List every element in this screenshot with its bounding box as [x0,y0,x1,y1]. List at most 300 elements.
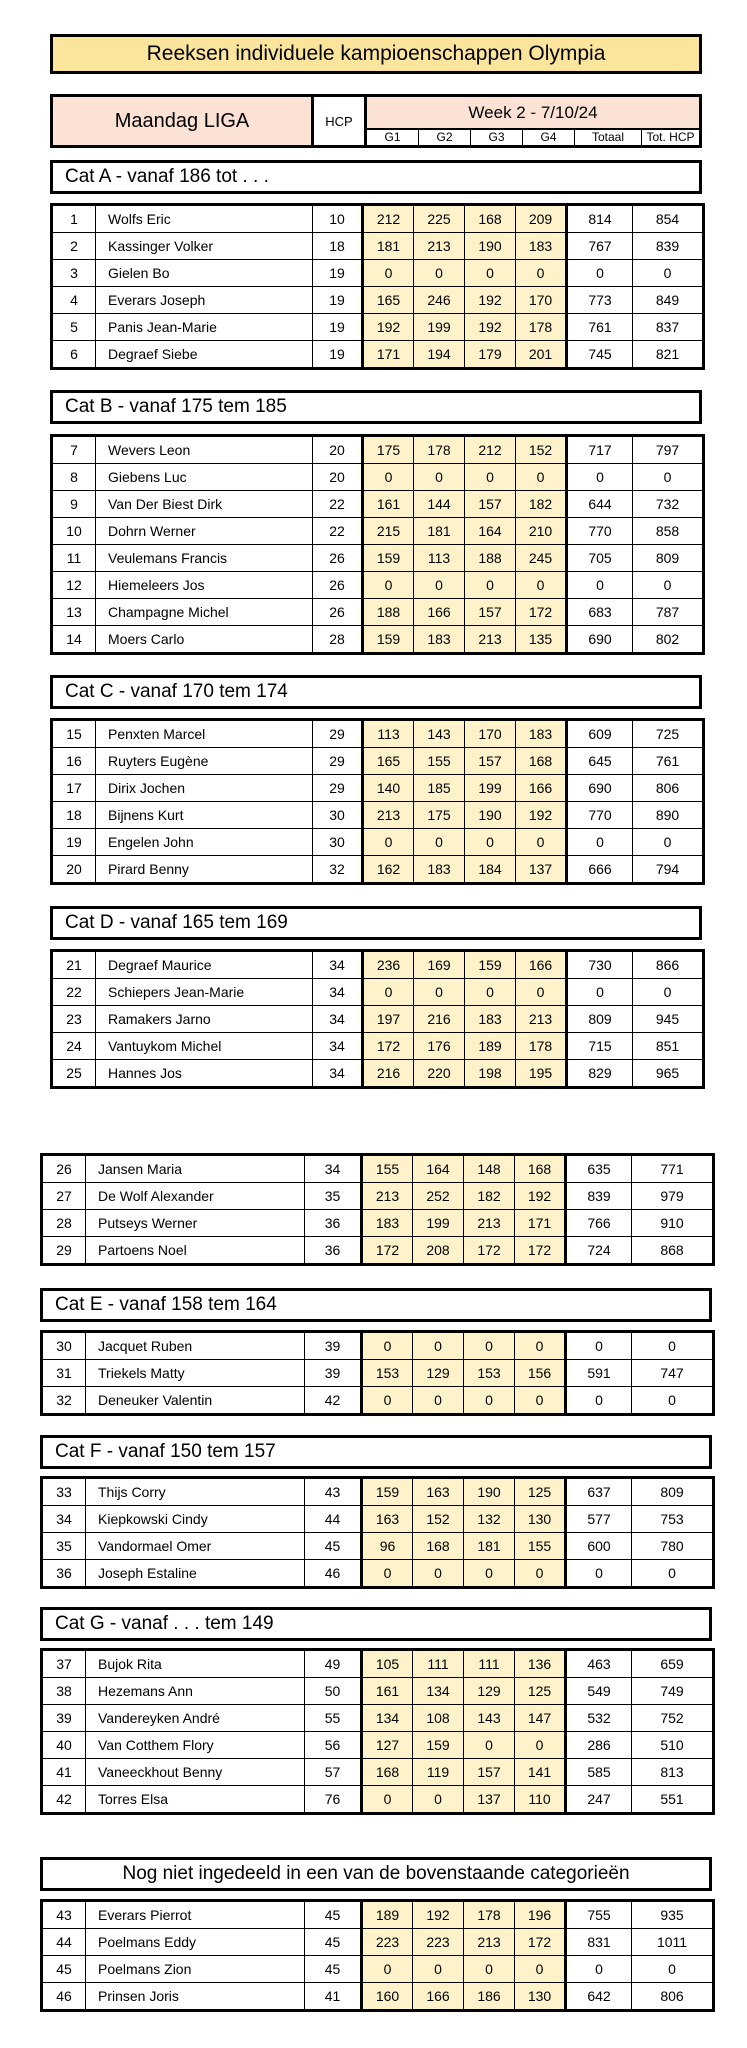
hcp-cell: 34 [313,1006,363,1033]
total-cell: 770 [567,802,633,829]
g3-cell: 190 [465,802,516,829]
g3-cell: 213 [464,1929,515,1956]
total-cell: 642 [566,1983,632,2011]
g1-cell: 215 [363,518,414,545]
table-row [42,1983,714,2011]
name-cell: Triekels Matty [86,1360,305,1387]
rank-cell: 37 [42,1650,86,1678]
g1-cell: 168 [362,1759,413,1786]
hcp-cell: 18 [313,233,363,260]
hcp-cell: 49 [305,1650,362,1678]
total-hcp-cell: 787 [633,599,704,626]
g3-cell: 198 [465,1060,516,1088]
rank-cell: 32 [42,1387,86,1415]
g2-cell: 0 [413,1956,464,1983]
total-hcp-cell: 771 [632,1155,714,1183]
g2-cell: 175 [414,802,465,829]
name-cell: Wolfs Eric [96,205,313,233]
table-row [52,572,704,599]
g3-cell: 184 [465,856,516,884]
total-cell: 0 [567,260,633,287]
g2-cell: 252 [413,1183,464,1210]
total-cell: 715 [567,1033,633,1060]
g3-cell: 170 [465,720,516,748]
g4-cell: 130 [515,1983,566,2011]
rank-cell: 17 [52,775,96,802]
table-row [42,1478,714,1506]
g2-cell: 111 [413,1650,464,1678]
total-hcp-cell: 747 [632,1360,714,1387]
g4-cell: 172 [515,1237,566,1265]
table-row [42,1332,714,1360]
total-hcp-cell: 752 [632,1705,714,1732]
name-cell: Kassinger Volker [96,233,313,260]
total-cell: 247 [566,1786,632,1814]
total-hcp-cell: 780 [632,1533,714,1560]
table-row [52,599,704,626]
name-cell: De Wolf Alexander [86,1183,305,1210]
rank-cell: 6 [52,341,96,369]
g1-cell: 213 [362,1183,413,1210]
rank-cell: 16 [52,748,96,775]
table-row [52,341,704,369]
total-hcp-cell: 839 [633,233,704,260]
g2-cell: 134 [413,1678,464,1705]
g1-cell: 163 [362,1506,413,1533]
hcp-cell: 29 [313,748,363,775]
g3-cell: 213 [464,1210,515,1237]
table-row [42,1956,714,1983]
g3-cell: 111 [464,1650,515,1678]
g3-cell: 172 [464,1237,515,1265]
table-row [42,1237,714,1265]
g2-cell: 208 [413,1237,464,1265]
hcp-cell: 34 [313,979,363,1006]
total-cell: 773 [567,287,633,314]
name-cell: Dohrn Werner [96,518,313,545]
g1-cell: 0 [363,979,414,1006]
g3-cell: 0 [465,260,516,287]
name-cell: Dirix Jochen [96,775,313,802]
hcp-cell: 46 [305,1560,362,1588]
table-row [52,802,704,829]
hcp-cell: 57 [305,1759,362,1786]
g2-cell: 0 [414,464,465,491]
rank-cell: 9 [52,491,96,518]
hcp-cell: 45 [305,1901,362,1929]
name-cell: Vandereyken André [86,1705,305,1732]
table-row [42,1560,714,1588]
total-cell: 591 [566,1360,632,1387]
total-cell: 532 [566,1705,632,1732]
hcp-cell: 10 [313,205,363,233]
total-cell: 0 [566,1332,632,1360]
g4-cell: 201 [516,341,567,369]
g2-cell: 168 [413,1533,464,1560]
g3-cell: 188 [465,545,516,572]
g4-cell: 156 [515,1360,566,1387]
g4-cell: 209 [516,205,567,233]
total-cell: 609 [567,720,633,748]
g2-cell: 152 [413,1506,464,1533]
g2-cell: 159 [413,1732,464,1759]
g4-cell: 172 [515,1929,566,1956]
total-hcp-cell: 0 [632,1560,714,1588]
g1-cell: 0 [363,260,414,287]
g1-cell: 213 [363,802,414,829]
total-hcp-cell: 0 [632,1956,714,1983]
name-cell: Vandormael Omer [86,1533,305,1560]
g3-cell: 189 [465,1033,516,1060]
hcp-cell: 50 [305,1678,362,1705]
total-hcp-cell: 849 [633,287,704,314]
column-headers [367,130,699,145]
total-hcp-cell: 809 [633,545,704,572]
name-cell: Van Cotthem Flory [86,1732,305,1759]
table-row [52,233,704,260]
name-cell: Bijnens Kurt [96,802,313,829]
g3-cell: 157 [465,599,516,626]
name-cell: Wevers Leon [96,436,313,464]
total-cell: 770 [567,518,633,545]
g3-cell: 168 [465,205,516,233]
g2-cell: 119 [413,1759,464,1786]
players-table [40,1899,715,2012]
rank-cell: 36 [42,1560,86,1588]
g4-cell: 178 [516,314,567,341]
g3-cell: 164 [465,518,516,545]
table-row [42,1533,714,1560]
name-cell: Hezemans Ann [86,1678,305,1705]
total-cell: 717 [567,436,633,464]
name-cell: Hiemeleers Jos [96,572,313,599]
name-cell: Everars Pierrot [86,1901,305,1929]
g4-cell: 135 [516,626,567,654]
total-cell: 761 [567,314,633,341]
g2-cell: 225 [414,205,465,233]
hcp-cell: 34 [305,1155,362,1183]
total-hcp-cell: 1011 [632,1929,714,1956]
table-row [52,205,704,233]
name-cell: Prinsen Joris [86,1983,305,2011]
g3-cell: 178 [464,1901,515,1929]
total-cell: 755 [566,1901,632,1929]
g4-cell: 213 [516,1006,567,1033]
g4-cell: 155 [515,1533,566,1560]
name-cell: Partoens Noel [86,1237,305,1265]
total-cell: 666 [567,856,633,884]
g2-cell: 0 [413,1332,464,1360]
g3-cell: 0 [465,464,516,491]
total-hcp-cell: 0 [632,1332,714,1360]
total-hcp-cell: 890 [633,802,704,829]
total-hcp-cell: 0 [633,464,704,491]
hcp-cell: 19 [313,341,363,369]
col-g4: G4 [523,130,575,145]
total-hcp-cell: 761 [633,748,704,775]
category-heading: Cat G - vanaf . . . tem 149 [40,1607,712,1641]
g2-cell: 176 [414,1033,465,1060]
hcp-header: HCP [314,97,367,145]
hcp-cell: 45 [305,1533,362,1560]
total-hcp-cell: 551 [632,1786,714,1814]
table-row [52,979,704,1006]
total-hcp-cell: 813 [632,1759,714,1786]
total-hcp-cell: 802 [633,626,704,654]
hcp-cell: 28 [313,626,363,654]
g4-cell: 0 [515,1732,566,1759]
players-table [40,1476,715,1589]
total-hcp-cell: 837 [633,314,704,341]
g1-cell: 162 [363,856,414,884]
table-row [52,1033,704,1060]
table-row [52,518,704,545]
name-cell: Vaneeckhout Benny [86,1759,305,1786]
table-row [52,856,704,884]
total-hcp-cell: 910 [632,1210,714,1237]
hcp-cell: 29 [313,720,363,748]
name-cell: Van Der Biest Dirk [96,491,313,518]
g4-cell: 0 [515,1387,566,1415]
total-cell: 690 [567,775,633,802]
rank-cell: 19 [52,829,96,856]
g4-cell: 192 [515,1183,566,1210]
rank-cell: 27 [42,1183,86,1210]
rank-cell: 39 [42,1705,86,1732]
table-row [52,1006,704,1033]
total-hcp-cell: 979 [632,1183,714,1210]
g2-cell: 0 [414,979,465,1006]
rank-cell: 4 [52,287,96,314]
total-hcp-cell: 0 [632,1387,714,1415]
g1-cell: 127 [362,1732,413,1759]
hcp-cell: 56 [305,1732,362,1759]
g2-cell: 0 [413,1786,464,1814]
g4-cell: 137 [516,856,567,884]
rank-cell: 25 [52,1060,96,1088]
g4-cell: 125 [515,1678,566,1705]
total-cell: 0 [566,1956,632,1983]
total-cell: 0 [566,1560,632,1588]
g2-cell: 0 [414,829,465,856]
g3-cell: 157 [465,491,516,518]
g4-cell: 141 [515,1759,566,1786]
g2-cell: 213 [414,233,465,260]
name-cell: Joseph Estaline [86,1560,305,1588]
table-row [42,1360,714,1387]
rank-cell: 20 [52,856,96,884]
table-row [52,748,704,775]
g3-cell: 183 [465,1006,516,1033]
g4-cell: 192 [516,802,567,829]
hcp-cell: 34 [313,1060,363,1088]
g2-cell: 0 [413,1560,464,1588]
g4-cell: 136 [515,1650,566,1678]
g1-cell: 0 [363,464,414,491]
g2-cell: 199 [413,1210,464,1237]
week-header: Week 2 - 7/10/24 [367,97,699,130]
g2-cell: 246 [414,287,465,314]
rank-cell: 15 [52,720,96,748]
g4-cell: 172 [516,599,567,626]
table-row [52,545,704,572]
table-row [52,287,704,314]
name-cell: Schiepers Jean-Marie [96,979,313,1006]
total-hcp-cell: 806 [632,1983,714,2011]
g3-cell: 0 [464,1956,515,1983]
name-cell: Poelmans Eddy [86,1929,305,1956]
hcp-cell: 36 [305,1237,362,1265]
table-row [52,464,704,491]
g3-cell: 190 [464,1478,515,1506]
rank-cell: 11 [52,545,96,572]
hcp-cell: 55 [305,1705,362,1732]
g1-cell: 165 [363,287,414,314]
g2-cell: 164 [413,1155,464,1183]
g1-cell: 134 [362,1705,413,1732]
hcp-cell: 30 [313,829,363,856]
g2-cell: 183 [414,626,465,654]
hcp-cell: 29 [313,775,363,802]
g4-cell: 166 [516,951,567,979]
g4-cell: 178 [516,1033,567,1060]
g3-cell: 157 [465,748,516,775]
total-hcp-cell: 809 [632,1478,714,1506]
hcp-cell: 22 [313,518,363,545]
total-cell: 831 [566,1929,632,1956]
hcp-cell: 35 [305,1183,362,1210]
g2-cell: 178 [414,436,465,464]
rank-cell: 1 [52,205,96,233]
g2-cell: 223 [413,1929,464,1956]
name-cell: Jansen Maria [86,1155,305,1183]
rank-cell: 26 [42,1155,86,1183]
hcp-cell: 43 [305,1478,362,1506]
total-hcp-cell: 851 [633,1033,704,1060]
total-cell: 644 [567,491,633,518]
table-row [52,720,704,748]
total-hcp-cell: 806 [633,775,704,802]
g1-cell: 153 [362,1360,413,1387]
hcp-cell: 32 [313,856,363,884]
total-hcp-cell: 797 [633,436,704,464]
rank-cell: 40 [42,1732,86,1759]
total-hcp-cell: 0 [633,829,704,856]
g2-cell: 143 [414,720,465,748]
rank-cell: 29 [42,1237,86,1265]
total-cell: 767 [567,233,633,260]
total-cell: 829 [567,1060,633,1088]
total-hcp-cell: 868 [632,1237,714,1265]
g4-cell: 182 [516,491,567,518]
g1-cell: 0 [363,829,414,856]
g4-cell: 171 [515,1210,566,1237]
total-cell: 286 [566,1732,632,1759]
g4-cell: 0 [515,1332,566,1360]
table-row [42,1759,714,1786]
g4-cell: 0 [516,572,567,599]
name-cell: Pirard Benny [96,856,313,884]
table-row [52,1060,704,1088]
total-hcp-cell: 794 [633,856,704,884]
g1-cell: 192 [363,314,414,341]
hcp-cell: 44 [305,1506,362,1533]
table-header [50,94,702,148]
g4-cell: 183 [516,720,567,748]
name-cell: Hannes Jos [96,1060,313,1088]
rank-cell: 45 [42,1956,86,1983]
total-hcp-cell: 0 [633,260,704,287]
g3-cell: 0 [465,829,516,856]
g2-cell: 166 [413,1983,464,2011]
hcp-cell: 20 [313,436,363,464]
g2-cell: 166 [414,599,465,626]
g1-cell: 181 [363,233,414,260]
g1-cell: 165 [363,748,414,775]
total-cell: 705 [567,545,633,572]
table-row [42,1732,714,1759]
total-hcp-cell: 510 [632,1732,714,1759]
g4-cell: 166 [516,775,567,802]
players-table [50,718,705,885]
name-cell: Vantuykom Michel [96,1033,313,1060]
hcp-cell: 19 [313,314,363,341]
rank-cell: 22 [52,979,96,1006]
total-cell: 577 [566,1506,632,1533]
g4-cell: 0 [516,464,567,491]
g1-cell: 160 [362,1983,413,2011]
hcp-cell: 39 [305,1360,362,1387]
total-cell: 0 [567,572,633,599]
league-name: Maandag LIGA [53,97,314,145]
total-hcp-cell: 659 [632,1650,714,1678]
name-cell: Veulemans Francis [96,545,313,572]
table-row [42,1210,714,1237]
name-cell: Bujok Rita [86,1650,305,1678]
g1-cell: 96 [362,1533,413,1560]
g1-cell: 223 [362,1929,413,1956]
players-table [40,1153,715,1266]
table-row [42,1650,714,1678]
total-cell: 635 [566,1155,632,1183]
total-hcp-cell: 732 [633,491,704,518]
rank-cell: 44 [42,1929,86,1956]
rank-cell: 8 [52,464,96,491]
g3-cell: 157 [464,1759,515,1786]
g3-cell: 199 [465,775,516,802]
rank-cell: 7 [52,436,96,464]
name-cell: Panis Jean-Marie [96,314,313,341]
col-g1: G1 [367,130,419,145]
hcp-cell: 30 [313,802,363,829]
category-heading: Cat A - vanaf 186 tot . . . [50,160,702,194]
g4-cell: 0 [516,260,567,287]
total-cell: 766 [566,1210,632,1237]
col-g2: G2 [419,130,471,145]
hcp-cell: 19 [313,287,363,314]
total-hcp-cell: 0 [633,572,704,599]
total-hcp-cell: 725 [633,720,704,748]
players-table [40,1648,715,1815]
rank-cell: 33 [42,1478,86,1506]
g1-cell: 161 [363,491,414,518]
g4-cell: 183 [516,233,567,260]
rank-cell: 3 [52,260,96,287]
hcp-cell: 34 [313,951,363,979]
table-row [52,436,704,464]
name-cell: Deneuker Valentin [86,1387,305,1415]
g1-cell: 105 [362,1650,413,1678]
